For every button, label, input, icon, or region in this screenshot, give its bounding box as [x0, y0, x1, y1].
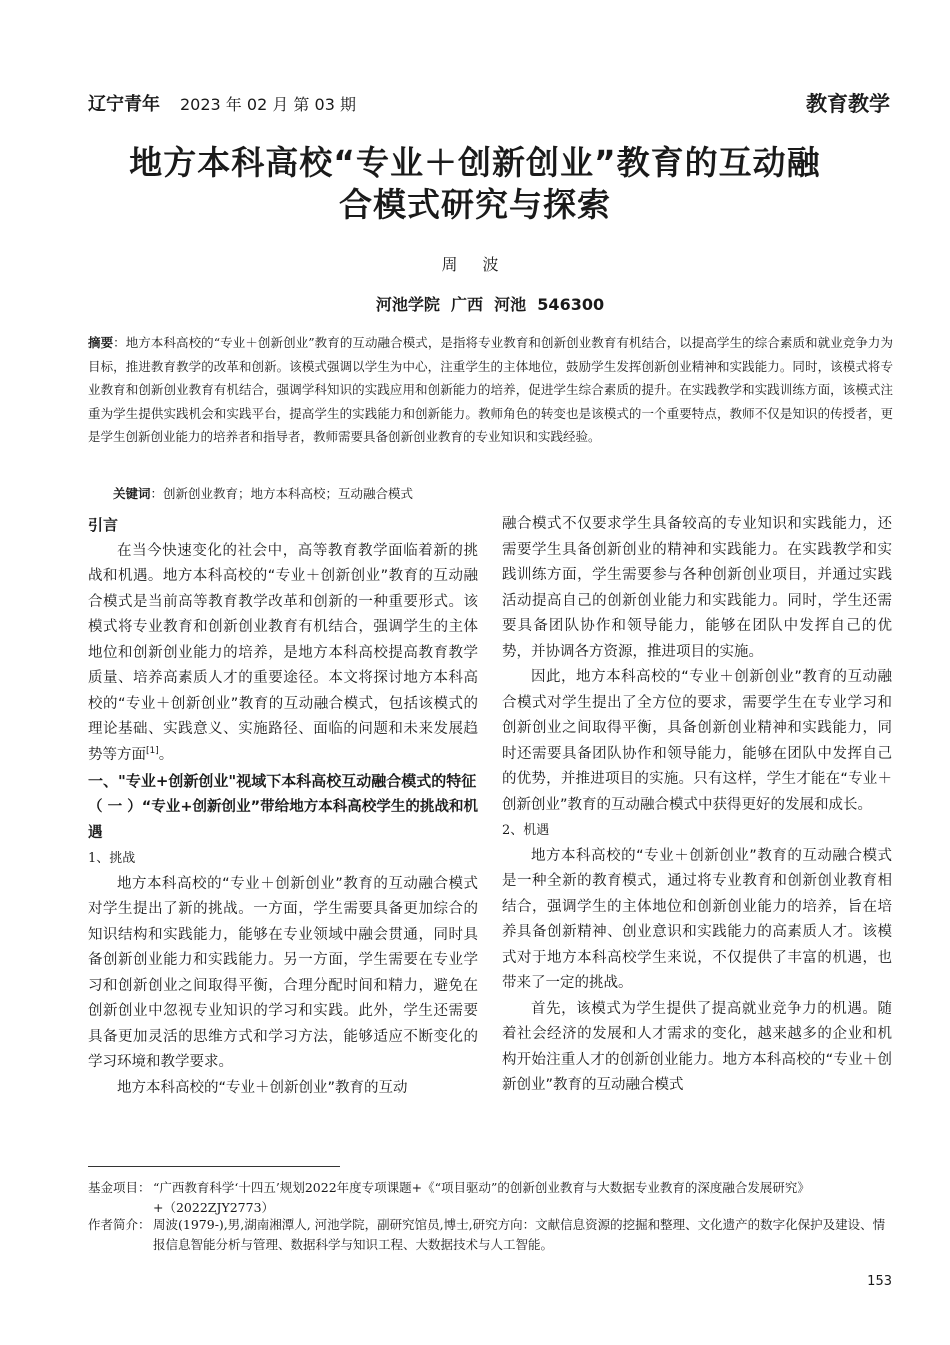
challenge-paragraph-1: 地方本科高校的“专业＋创新创业”教育的互动融合模式对学生提出了新的挑战。一方面，学生需要具备更加综合的知识结构和实践能力，能够在专业领域中融会贯通，同时具备创新创业能力和实践能力。另一方面，学生需要在专业学习和创新创业之间取得平衡，合理分配时间和精力，避免在创新创业中忽视专业知识的学习和实践。此外，学生还需要具备更加灵活的思维方式和学习方法，能够适应不断变化的学习环境和教学要求。	[88, 875, 478, 1070]
paper-title	[60, 142, 890, 226]
author-bio-label: 作者简介：	[88, 1217, 151, 1232]
running-header	[88, 90, 890, 120]
citation-ref: [1]	[146, 745, 159, 756]
keywords-label: 关键词	[113, 486, 151, 501]
abstract-label: 摘要	[88, 335, 114, 350]
footnote-divider	[88, 1166, 340, 1167]
keywords-text: ：创新创业教育；地方本科高校；互动融合模式	[150, 486, 414, 501]
author-name: 周 波	[441, 255, 509, 274]
title-line-2: 合模式研究与探索	[339, 185, 611, 224]
subsubsection-heading-opportunity: 2、机遇	[502, 823, 550, 838]
column-right	[502, 512, 892, 1099]
challenge-paragraph-2-start: 地方本科高校的“专业＋创新创业”教育的互动	[117, 1079, 408, 1096]
section-heading-1: 一、"专业+创新创业"视域下本科高校互动融合模式的特征	[88, 772, 477, 790]
opportunity-paragraph-2: 首先，该模式为学生提供了提高就业竞争力的机遇。随着社会经济的发展和人才需求的变化，越来越多的企业和机构开始注重人才的创新创业能力。地方本科高校的“专业＋创新创业”教育的互动融合模式	[502, 1000, 892, 1093]
intro-heading: 引言	[88, 516, 119, 534]
subsubsection-heading-challenge: 1、挑战	[88, 851, 136, 866]
abstract	[88, 331, 893, 449]
column-left	[88, 513, 478, 1101]
challenge-paragraph-3: 因此，地方本科高校的“专业＋创新创业”教育的互动融合模式对学生提出了全方位的要求，需要学生在专业学习和创新创业之间取得平衡，具备创新创业精神和实践能力，同时还需要具备团队协作和领导能力，能够在团队中发挥自己的优势，并推进项目的实施。只有这样，学生才能在“专业＋创新创业”教育的互动融合模式中获得更好的发展和成长。	[502, 669, 892, 813]
subsection-heading-1: （ 一 ）“专业+创新创业”带给地方本科高校学生的挑战和机遇	[88, 799, 478, 841]
intro-end: 。	[158, 746, 174, 763]
footnote-author	[88, 1215, 896, 1255]
challenge-paragraph-2-cont: 融合模式不仅要求学生具备较高的专业知识和实践能力，还需要学生具备创新创业的精神和实践能力。在实践教学和实践训练方面，学生需要参与各种创新创业项目，并通过实践活动提高自己的创新创业能力和实践能力。同时，学生还需要具备团队协作和领导能力，能够在团队中发挥自己的优势，并协调各方资源，推进项目的实施。	[502, 516, 892, 660]
intro-paragraph	[88, 539, 478, 769]
section-name: 教育教学	[806, 92, 890, 116]
fund-text: “广西教育科学‘十四五’规划2022年度专项课题+《“项目驱动”的创新创业教育与大数据专业教育的深度融合发展研究》+（2022ZJY2773）	[153, 1180, 810, 1215]
opportunity-paragraph-1: 地方本科高校的“专业＋创新创业”教育的互动融合模式是一种全新的教育模式，通过将专业教育和创新创业教育相结合，强调学生的主体地位和创新创业能力的培养，旨在培养具备创新精神、创业意识和实践能力的高素质人才。该模式对于地方本科高校学生来说，不仅提供了丰富的机遇，也带来了一定的挑战。	[502, 847, 892, 991]
affiliation: 河池学院 广西 河池 546300	[375, 295, 605, 314]
page-number: 153	[867, 1274, 892, 1289]
fund-label: 基金项目：	[88, 1180, 151, 1195]
title-line-1: 地方本科高校“专业＋创新创业”教育的互动融	[129, 143, 821, 182]
journal-name: 辽宁青年	[88, 94, 160, 115]
keywords	[113, 484, 413, 504]
footnote-fund	[88, 1178, 896, 1218]
issue-info: 2023 年 02 月 第 03 期	[180, 95, 356, 114]
author-bio-text: 周波(1979-),男,湖南湘潭人, 河池学院，副研究馆员,博士,研究方向：文献信息资源的挖掘和整理、文化遗产的数字化保护及建设、情报信息智能分析与管理、数据科学与知识工程、大数据技术与人工智能。	[153, 1217, 886, 1252]
intro-text: 在当今快速变化的社会中，高等教育教学面临着新的挑战和机遇。地方本科高校的“专业＋创新创业”教育的互动融合模式是当前高等教育教学改革和创新的一种重要形式。该模式将专业教育和创新创业教育有机结合，强调学生的主体地位和创新创业能力的培养，是地方本科高校提高教育教学质量、培养高素质人才的重要途径。本文将探讨地方本科高校的“专业＋创新创业”教育的互动融合模式，包括该模式的理论基础、实践意义、实施路径、面临的问题和未来发展趋势等方面	[88, 542, 478, 763]
abstract-text: ：地方本科高校的“专业＋创新创业”教育的互动融合模式，是指将专业教育和创新创业教育有机结合，以提高学生的综合素质和就业竞争力为目标，推进教育教学的改革和创新。该模式强调以学生为中心，注重学生的主体地位，鼓励学生发挥创新创业精神和实践能力。同时，该模式将专业教育和创新创业教育有机结合，强调学科知识的实践应用和创新能力的培养，促进学生综合素质的提升。在实践教学和实践训练方面，该模式注重为学生提供实践机会和实践平台，提高学生的实践能力和创新能力。教师角色的转变也是该模式的一个重要特点，教师不仅是知识的传授者，更是学生创新创业能力的培养者和指导者，教师需要具备创新创业教育的专业知识和实践经验。	[88, 335, 893, 444]
